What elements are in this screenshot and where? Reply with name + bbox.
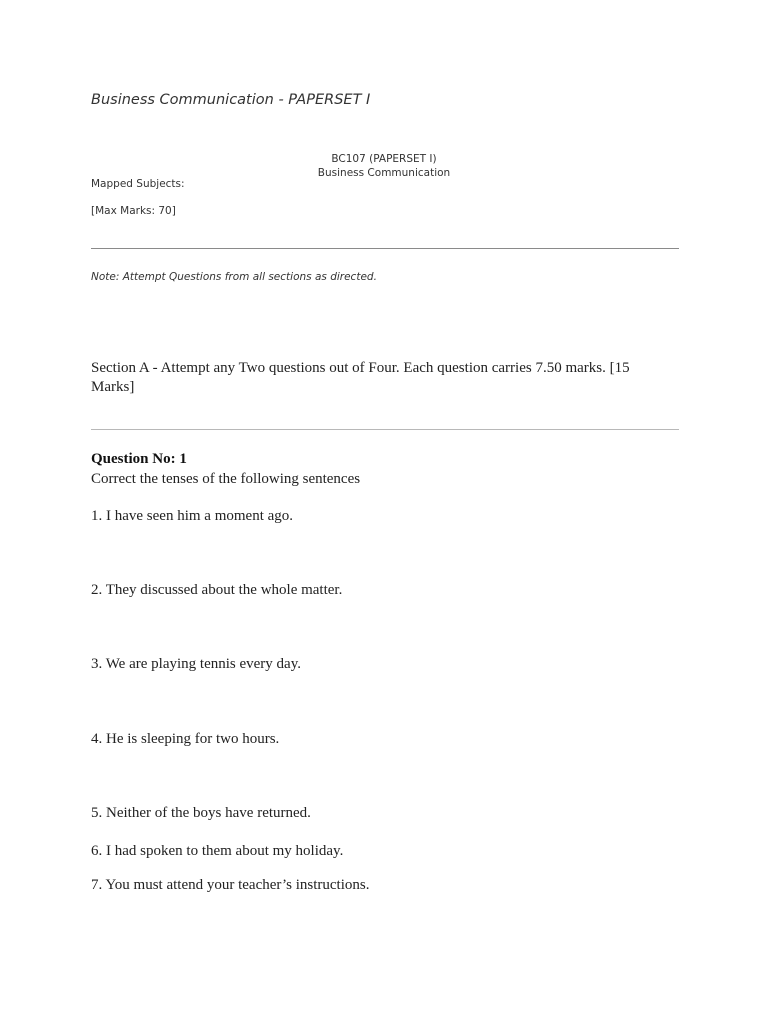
- question-item: 7. You must attend your teacher’s instructions.: [91, 877, 370, 893]
- question-item: 5. Neither of the boys have returned.: [91, 805, 311, 821]
- question-item: 4. He is sleeping for two hours.: [91, 731, 280, 747]
- mapped-subjects-label: Mapped Subjects:: [91, 178, 185, 190]
- header-divider: [91, 248, 679, 249]
- max-marks-label: [Max Marks: 70]: [91, 205, 176, 217]
- question-item: 6. I had spoken to them about my holiday.: [91, 843, 344, 859]
- section-heading: Section A - Attempt any Two questions out of Four. Each question carries 7.50 marks. [15 Marks]: [91, 360, 630, 395]
- question-item: 2. They discussed about the whole matter.: [91, 582, 343, 598]
- paper-code: BC107 (PAPERSET I): [331, 153, 437, 165]
- document-title: Business Communication - PAPERSET I: [91, 92, 371, 108]
- paper-header-block: [284, 152, 484, 180]
- instruction-note: Note: Attempt Questions from all sections as directed.: [91, 271, 377, 283]
- question-title: Question No: 1: [91, 451, 187, 467]
- question-item: 1. I have seen him a moment ago.: [91, 508, 294, 524]
- section-divider: [91, 429, 679, 430]
- question-prompt: Correct the tenses of the following sentences: [91, 471, 361, 487]
- paper-subject: Business Communication: [317, 167, 451, 179]
- question-item: 3. We are playing tennis every day.: [91, 656, 301, 672]
